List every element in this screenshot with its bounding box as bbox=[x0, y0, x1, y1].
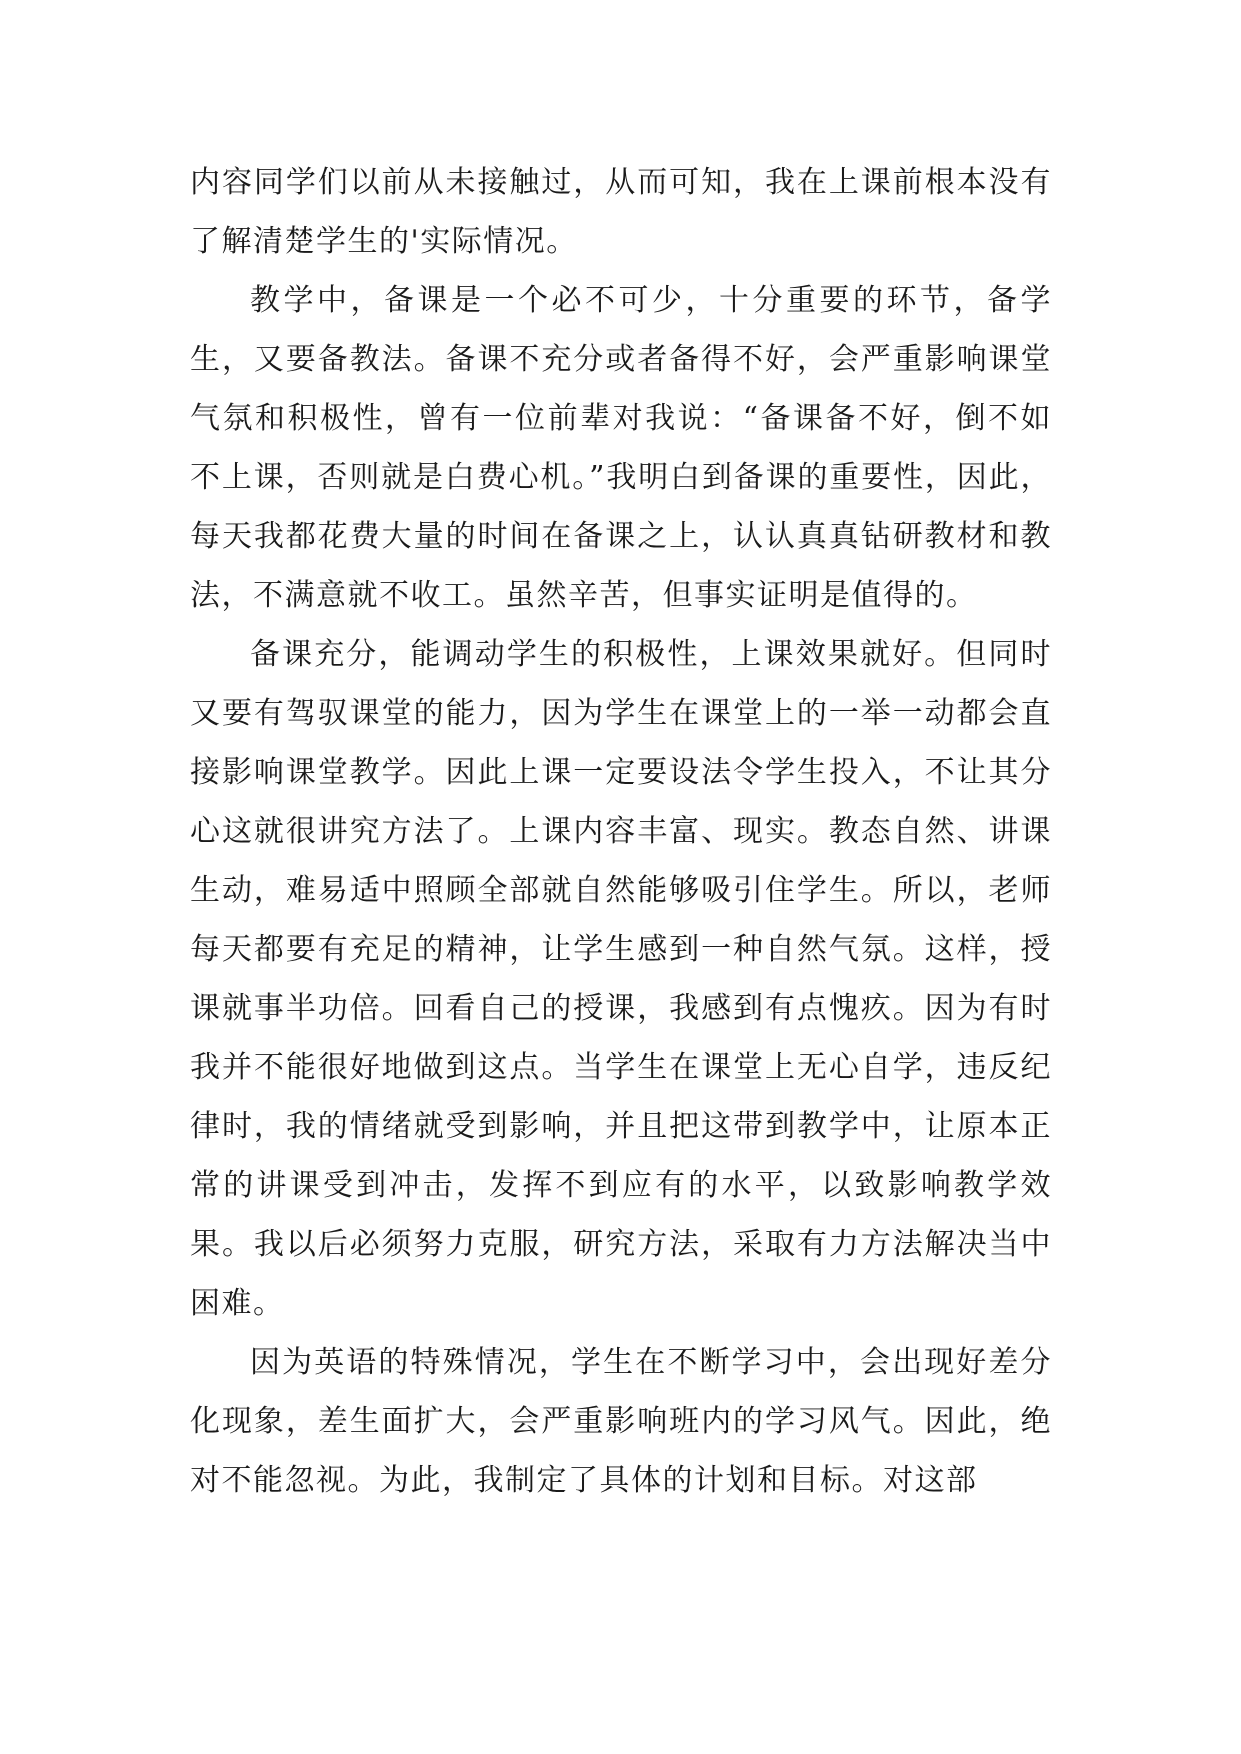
paragraph-classroom-control: 备课充分，能调动学生的积极性，上课效果就好。但同时又要有驾驭课堂的能力，因为学生在课堂上的一举一动都会直接影响课堂教学。因此上课一定要设法令学生投入，不让其分心这就很讲究方法了。上课内容丰富、现实。教态自然、讲课生动，难易适中照顾全部就自然能够吸引住学生。所以，老师每天都要有充足的精神，让学生感到一种自然气氛。这样，授课就事半功倍。回看自己的授课，我感到有点愧疚。因为有时我并不能很好地做到这点。当学生在课堂上无心自学，违反纪律时，我的情绪就受到影响，并且把这带到教学中，让原本正常的讲课受到冲击，发挥不到应有的水平，以致影响教学效果。我以后必须努力克服，研究方法，采取有力方法解决当中困难。 bbox=[190, 637, 1052, 1321]
paragraph-student-differentiation: 因为英语的特殊情况，学生在不断学习中，会出现好差分化现象，差生面扩大，会严重影响班内的学习风气。因此，绝对不能忽视。为此，我制定了具体的计划和目标。对这部 bbox=[190, 1345, 1052, 1498]
paragraph-continuation: 内容同学们以前从未接触过，从而可知，我在上课前根本没有了解清楚学生的'实际情况。 bbox=[190, 165, 1052, 259]
document-body bbox=[190, 153, 1052, 1510]
paragraph-lesson-preparation: 教学中，备课是一个必不可少，十分重要的环节，备学生，又要备教法。备课不充分或者备得不好，会严重影响课堂气氛和积极性，曾有一位前辈对我说：“备课备不好，倒不如不上课，否则就是白费心机。”我明白到备课的重要性，因此，每天我都花费大量的时间在备课之上，认认真真钻研教材和教法，不满意就不收工。虽然辛苦，但事实证明是值得的。 bbox=[190, 283, 1052, 613]
